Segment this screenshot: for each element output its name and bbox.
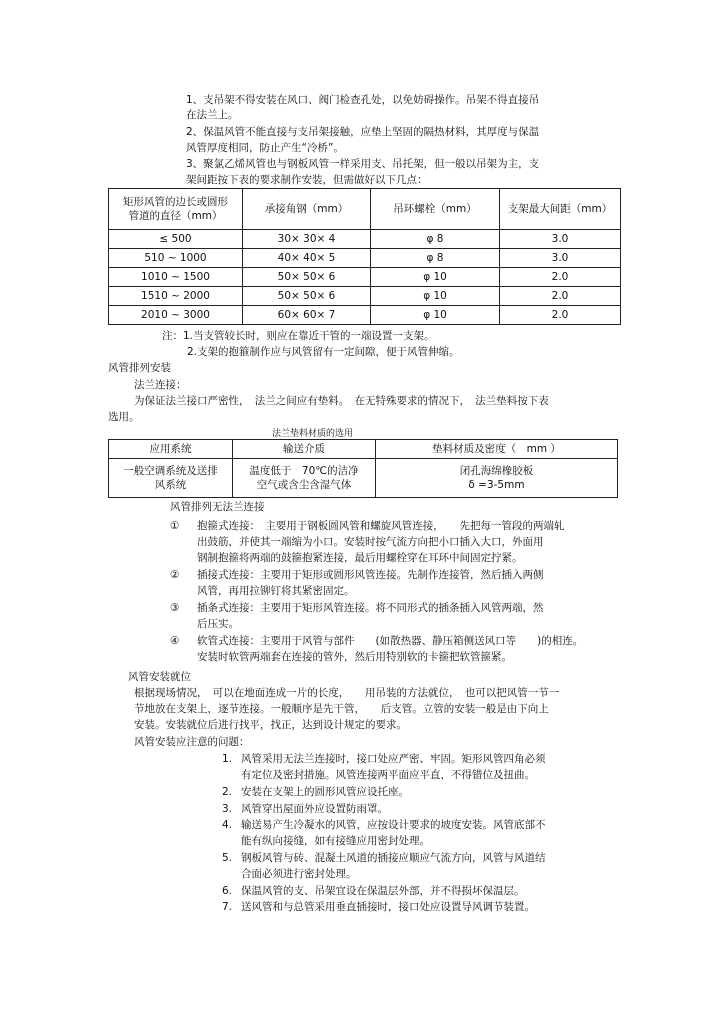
table-cell: 60× 60× 7	[243, 306, 371, 325]
header-cell: 垫料材质及密度（ mm ）	[376, 440, 618, 459]
issue-number: 2.	[222, 786, 233, 798]
table-cell: φ 10	[371, 306, 500, 325]
table-cell: φ 10	[371, 287, 500, 306]
intro-line-1b: 在法兰上。	[186, 109, 239, 121]
note-2: 2.支架的抱箍制作应与风管留有一定间隙，便于风管伸缩。	[187, 346, 460, 358]
intro-line-3: 3、聚氯乙烯风管也与钢板风管一样采用支、吊托架，但一般以吊架为主，支	[186, 158, 540, 170]
table-cell	[376, 459, 618, 498]
issue-line: 能有纵向接缝，如有接缝应用密封处理。	[241, 835, 430, 847]
item-number: ④	[170, 635, 180, 647]
table-cell: 3.0	[500, 249, 621, 268]
table-cell: 3.0	[500, 230, 621, 249]
install-line: 节地放在支架上，逐节连接。一般顺序是先干管， 后支管。立管的安装一般是由下向上	[134, 703, 549, 715]
item-line: 软管式连接：主要用于风管与部件 (如散热器、静压箱侧送风口等 )的相连。	[197, 635, 584, 647]
item-number: ②	[170, 569, 180, 581]
cell-line: δ =3-5mm	[468, 479, 525, 491]
item-line: 风管，再用拉铆钉将其紧密固定。	[197, 585, 355, 597]
table-cell: φ 10	[371, 268, 500, 287]
issue-number: 7.	[222, 901, 233, 913]
header-cell: 支架最大间距（mm）	[500, 189, 621, 230]
issue-line: 风管穿出屋面外应设置防雨罩。	[241, 803, 388, 815]
issue-number: 3.	[222, 803, 233, 815]
table-cell: 1010 ~ 1500	[109, 268, 243, 287]
table-row	[109, 287, 621, 306]
gasket-material-table	[108, 439, 618, 498]
intro-line-3b: 架间距按下表的要求制作安装，但需做好以下几点：	[186, 174, 428, 186]
item-number: ③	[170, 602, 180, 614]
flange-paragraph-end: 选用。	[108, 411, 140, 423]
table-cell: 40× 40× 5	[243, 249, 371, 268]
intro-line-1: 1、支吊架不得安装在风口、阀门检查孔处，以免妨碍操作。吊架不得直接吊	[186, 94, 540, 106]
cell-line: 空气或含尘含湿气体	[256, 479, 352, 491]
cell-line: 闭孔海绵橡胶板	[459, 465, 534, 477]
cell-line: 一般空调系统及送排	[123, 465, 218, 477]
item-line: 后压实。	[197, 618, 239, 630]
item-line: 安装时软管两端套在连接的管外，然后用特别软的卡箍把软管箍紧。	[197, 651, 512, 663]
table-cell: 30× 30× 4	[243, 230, 371, 249]
note-1: 注：1.当支管较长时，则应在靠近干管的一端设置一支架。	[162, 330, 435, 342]
flange-paragraph: 为保证法兰接口严密性， 法兰之间应有垫料。 在无特殊要求的情况下， 法兰垫料按下表	[134, 395, 549, 407]
header-cell: 应用系统	[109, 440, 233, 459]
issues-title: 风管安装应注意的问题：	[134, 736, 250, 748]
item-line: 插接式连接：主要用于矩形或圆形风管连接。先制作连接管，然后插入两侧	[197, 569, 544, 581]
table-cell: ≤ 500	[109, 230, 243, 249]
table-cell: 2.0	[500, 306, 621, 325]
issue-number: 1.	[222, 753, 233, 765]
table-cell: 2010 ~ 3000	[109, 306, 243, 325]
table-cell: 2.0	[500, 268, 621, 287]
intro-line-2: 2、保温风管不能直接与支吊架接触，应垫上坚固的隔热材料，其厚度与保温	[186, 126, 540, 138]
header-cell: 输送介质	[233, 440, 376, 459]
item-line: 出鼓筋，并使其一端缩为小口。安装时按气流方向把小口插入大口，外面用	[197, 536, 544, 548]
table-header-row	[109, 440, 618, 459]
table-cell: 2.0	[500, 287, 621, 306]
support-spacing-table	[108, 188, 621, 325]
table-cell: 1510 ~ 2000	[109, 287, 243, 306]
table-row	[109, 459, 618, 498]
header-cell	[109, 189, 243, 230]
header-text: 管道的直径（mm）	[128, 210, 223, 222]
header-cell: 承接角钢（mm）	[243, 189, 371, 230]
table-caption: 法兰垫料材质的选用	[272, 429, 354, 439]
issue-line: 保温风管的支、吊架宜设在保温层外部，并不得损坏保温层。	[241, 885, 525, 897]
table-row	[109, 306, 621, 325]
table-cell	[233, 459, 376, 498]
table-row	[109, 249, 621, 268]
issue-line: 风管采用无法兰连接时，接口处应严密、牢固。矩形风管四角必须	[241, 753, 546, 765]
issue-line: 钢板风管与砖、混凝土风道的插接应顺应气流方向，风管与风道结	[241, 852, 546, 864]
issue-line: 有定位及密封措施。风管连接两平面应平直，不得错位及扭曲。	[241, 769, 535, 781]
table-cell	[109, 459, 233, 498]
table-cell: 510 ~ 1000	[109, 249, 243, 268]
item-line: 插条式连接：主要用于矩形风管连接。将不同形式的插条插入风管两端，然	[197, 602, 544, 614]
issue-number: 5.	[222, 852, 233, 864]
table-cell: 50× 50× 6	[243, 268, 371, 287]
issue-number: 6.	[222, 885, 233, 897]
cell-line: 温度低于 70℃的洁净	[249, 465, 359, 477]
install-line: 安装。安装就位后进行找平，找正，达到设计规定的要求。	[134, 719, 407, 731]
section-title-flangeless: 风管排列无法兰连接	[170, 501, 265, 513]
intro-line-2b: 风管厚度相同，防止产生“冷桥”。	[186, 142, 344, 154]
table-cell: φ 8	[371, 249, 500, 268]
item-line: 抱箍式连接： 主要用于钢板圆风管和螺旋风管连接， 先把每一管段的两端轧	[197, 520, 565, 532]
install-line: 根据现场情况， 可以在地面连成一片的长度， 用吊装的方法就位， 也可以把风管一节一	[134, 687, 560, 699]
issue-line: 输送易产生冷凝水的风管，应按设计要求的坡度安装。风管底部不	[241, 819, 546, 831]
section-title-install: 风管安装就位	[128, 671, 191, 683]
table-header-row	[109, 189, 621, 230]
header-cell: 吊环螺栓（mm）	[371, 189, 500, 230]
table-cell: 50× 50× 6	[243, 287, 371, 306]
issue-line: 合面必须进行密封处理。	[241, 868, 357, 880]
table-row	[109, 268, 621, 287]
table-cell: φ 8	[371, 230, 500, 249]
issue-line: 安装在支架上的圆形风管应设托座。	[241, 786, 409, 798]
issue-line: 送风管和与总管采用垂直插接时，接口处应设置导风调节装置。	[241, 901, 535, 913]
issue-number: 4.	[222, 819, 233, 831]
cell-line: 风系统	[154, 479, 187, 491]
table-row	[109, 230, 621, 249]
flange-subtitle: 法兰连接：	[134, 379, 187, 391]
section-title-duct-install: 风管排列安装	[108, 362, 171, 374]
item-number: ①	[170, 520, 180, 532]
header-text: 矩形风管的边长或圆形	[123, 196, 228, 208]
item-line: 钢制抱箍将两端的鼓箍抱紧连接，最后用螺栓穿在耳环中间固定拧紧。	[197, 552, 523, 564]
